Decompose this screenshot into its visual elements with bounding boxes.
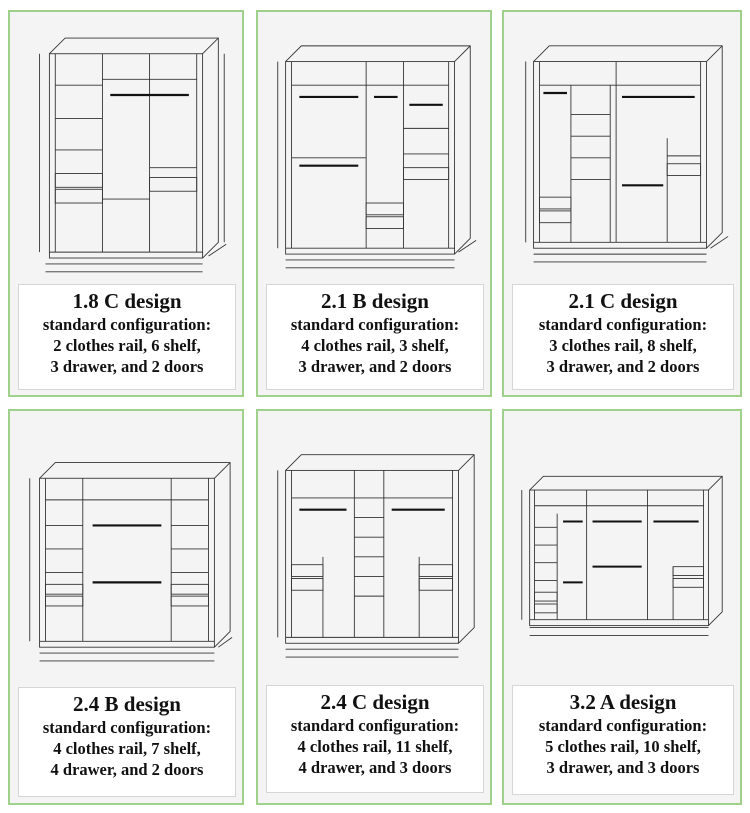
wardrobe-drawing-1-8-c <box>16 18 236 280</box>
config-line-2: 3 drawer, and 2 doors <box>50 357 204 376</box>
design-subtitle: standard configuration: <box>290 315 460 334</box>
design-subtitle: standard configuration: <box>538 716 708 735</box>
design-title: 1.8 C design <box>72 289 182 313</box>
caption-2-4-c <box>266 685 484 793</box>
wardrobe-drawing-3-2-a <box>510 417 734 679</box>
panel-2-1-b <box>256 10 492 397</box>
wardrobe-drawing-2-1-b <box>264 18 484 280</box>
design-subtitle: standard configuration: <box>538 315 708 334</box>
caption-2-1-b <box>266 284 484 390</box>
wardrobe-drawing-2-1-c <box>510 18 734 280</box>
config-line-2: 3 drawer, and 3 doors <box>546 758 700 777</box>
config-line-1: 4 clothes rail, 11 shelf, <box>297 737 453 756</box>
config-line-1: 4 clothes rail, 3 shelf, <box>301 336 449 355</box>
panel-2-1-c <box>502 10 742 397</box>
caption-2-1-c <box>512 284 734 390</box>
design-title: 2.4 B design <box>73 692 181 716</box>
config-line-1: 2 clothes rail, 6 shelf, <box>53 336 201 355</box>
design-title: 2.1 C design <box>568 289 678 313</box>
panel-2-4-b <box>8 409 244 805</box>
caption-1-8-c <box>18 284 236 390</box>
caption-2-4-b <box>18 687 236 797</box>
config-line-2: 3 drawer, and 2 doors <box>298 357 452 376</box>
caption-3-2-a <box>512 685 734 795</box>
panel-2-4-c <box>256 409 492 805</box>
config-line-1: 3 clothes rail, 8 shelf, <box>549 336 697 355</box>
config-line-2: 4 drawer, and 2 doors <box>50 760 204 779</box>
panel-3-2-a <box>502 409 742 805</box>
design-title: 3.2 A design <box>569 690 677 714</box>
config-line-1: 4 clothes rail, 7 shelf, <box>53 739 201 758</box>
config-line-2: 3 drawer, and 2 doors <box>546 357 700 376</box>
wardrobe-drawing-2-4-b <box>16 417 236 679</box>
config-line-1: 5 clothes rail, 10 shelf, <box>545 737 701 756</box>
panel-1-8-c <box>8 10 244 397</box>
design-title: 2.1 B design <box>321 289 429 313</box>
design-subtitle: standard configuration: <box>42 315 212 334</box>
design-subtitle: standard configuration: <box>42 718 212 737</box>
design-subtitle: standard configuration: <box>290 716 460 735</box>
config-line-2: 4 drawer, and 3 doors <box>298 758 452 777</box>
wardrobe-drawing-2-4-c <box>264 417 484 679</box>
design-title: 2.4 C design <box>320 690 430 714</box>
